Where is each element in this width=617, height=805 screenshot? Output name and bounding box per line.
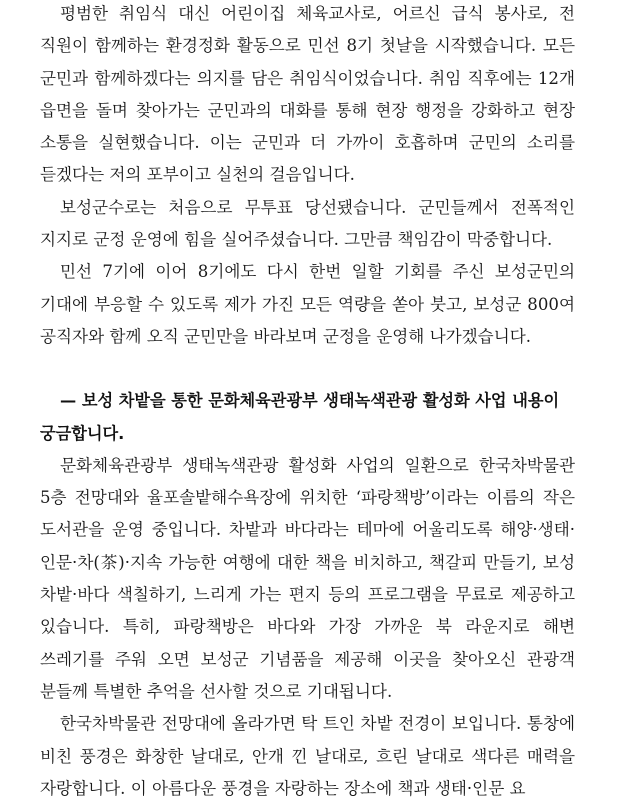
answer-paragraph-5: 한국차박물관 전망대에 올라가면 탁 트인 차밭 전경이 보입니다. 통창에 비친 풍경은 화창한 날대로, 안개 낀 날대로, 흐린 날대로 색다른 매력을 자랑합니다. 이 아름다운 풍경을 자랑하는 장소에 책과 생태·인문 요 (40, 714, 575, 798)
answer-paragraph-4: 문화체육관광부 생태녹색관광 활성화 사업의 일환으로 한국차박물관 5층 전망대와 율포솔밭해수욕장에 위치한 ‘파랑책방’이라는 이름의 작은 도서관을 운영 중입니다. 차밭과 바다라는 테마에 어울리도록 해양·생태·인문·차(茶)·지속 가능한 여행에 대한 책을 비치하고, 책갈피 만들기, 보성 차밭·바다 색칠하기, 느리게 가는 편지 등의 프로그램을 무료로 제공하고 있습니다. 특히, 파랑책방은 바다와 가장 가까운 북 라운지로 해변 쓰레기를 주워 오면 보성군 기념품을 제공해 이곳을 찾아오신 관광객 분들께 특별한 추억을 선사할 것으로 기대됩니다. (40, 455, 575, 701)
interview-question: — 보성 차밭을 통한 문화체육관광부 생태녹색관광 활성화 사업 내용이 궁금합니다. (40, 391, 560, 443)
answer-paragraph-1: 평범한 취임식 대신 어린이집 체육교사로, 어르신 급식 봉사로, 전 직원이 함께하는 환경정화 활동으로 민선 8기 첫날을 시작했습니다. 모든 군민과 함께하겠다는 의지를 담은 취임식이었습니다. 취임 직후에는 12개 읍면을 돌며 찾아가는 군민과의 대화를 통해 현장 행정을 강화하고 현장 소통을 실현했습니다. 이는 군민과 더 가까이 호흡하며 군민의 소리를 듣겠다는 저의 포부이고 실천의 걸음입니다. (40, 4, 575, 185)
answer-paragraph-2: 보성군수로는 처음으로 무투표 당선됐습니다. 군민들께서 전폭적인 지지로 군정 운영에 힘을 실어주셨습니다. 그만큼 책임감이 막중합니다. (40, 197, 575, 250)
answer-paragraph-3: 민선 7기에 이어 8기에도 다시 한번 일할 기회를 주신 보성군민의 기대에 부응할 수 있도록 제가 가진 모든 역량을 쏟아 붓고, 보성군 800여 공직자와 함께 오직 군민만을 바라보며 군정을 운영해 나가겠습니다. (40, 262, 575, 346)
